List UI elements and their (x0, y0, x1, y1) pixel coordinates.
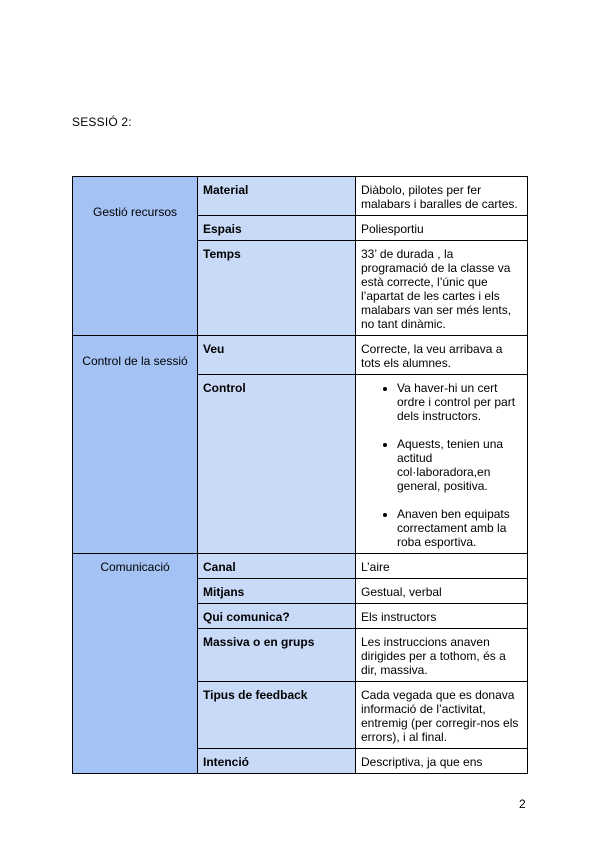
row-value: L’aire (356, 554, 528, 579)
row-label: Qui comunica? (198, 604, 356, 629)
row-value: Els instructors (356, 604, 528, 629)
table-row (73, 554, 528, 579)
table-row (73, 177, 528, 216)
category-cell-resources: Gestió recursos (73, 177, 198, 336)
row-value: Descriptiva, ja que ens (356, 749, 528, 774)
list-item: • Va haver-hi un cert ordre i control per part dels instructors. (397, 381, 522, 423)
session-evaluation-table (72, 176, 528, 774)
row-value: Correcte, la veu arribava a tots els alumnes. (356, 336, 528, 375)
row-label: Espais (198, 216, 356, 241)
row-value-list (356, 375, 528, 554)
table-row (73, 336, 528, 375)
row-label: Temps (198, 241, 356, 336)
row-label: Control (198, 375, 356, 554)
row-value: Diàbolo, pilotes per fer malabars i baralles de cartes. (356, 177, 528, 216)
row-label: Veu (198, 336, 356, 375)
row-value: Les instruccions anaven dirigides per a tothom, és a dir, massiva. (356, 629, 528, 682)
list-item: • Aquests, tenien una actitud col·laboradora,en general, positiva. (397, 437, 522, 493)
row-value: Gestual, verbal (356, 579, 528, 604)
row-value: Cada vegada que es donava informació de l’activitat, entremig (per corregir-nos els errors), i al final. (356, 682, 528, 749)
category-cell-session-control: Control de la sessió (73, 336, 198, 554)
row-label: Intenció (198, 749, 356, 774)
page-number: 2 (519, 797, 526, 811)
row-label: Tipus de feedback (198, 682, 356, 749)
row-label: Canal (198, 554, 356, 579)
session-title: SESSIÓ 2: (72, 115, 132, 129)
list-item: • Anaven ben equipats correctament amb la roba esportiva. (397, 507, 522, 549)
row-label: Massiva o en grups (198, 629, 356, 682)
row-value: 33’ de durada , la programació de la classe va està correcte, l’únic que l’apartat de les cartes i els malabars van ser més lents, no tant dinàmic. (356, 241, 528, 336)
row-value: Poliesportiu (356, 216, 528, 241)
control-bullet-list (361, 381, 522, 549)
row-label: Mitjans (198, 579, 356, 604)
row-label: Material (198, 177, 356, 216)
category-cell-communication: Comunicació (73, 554, 198, 774)
